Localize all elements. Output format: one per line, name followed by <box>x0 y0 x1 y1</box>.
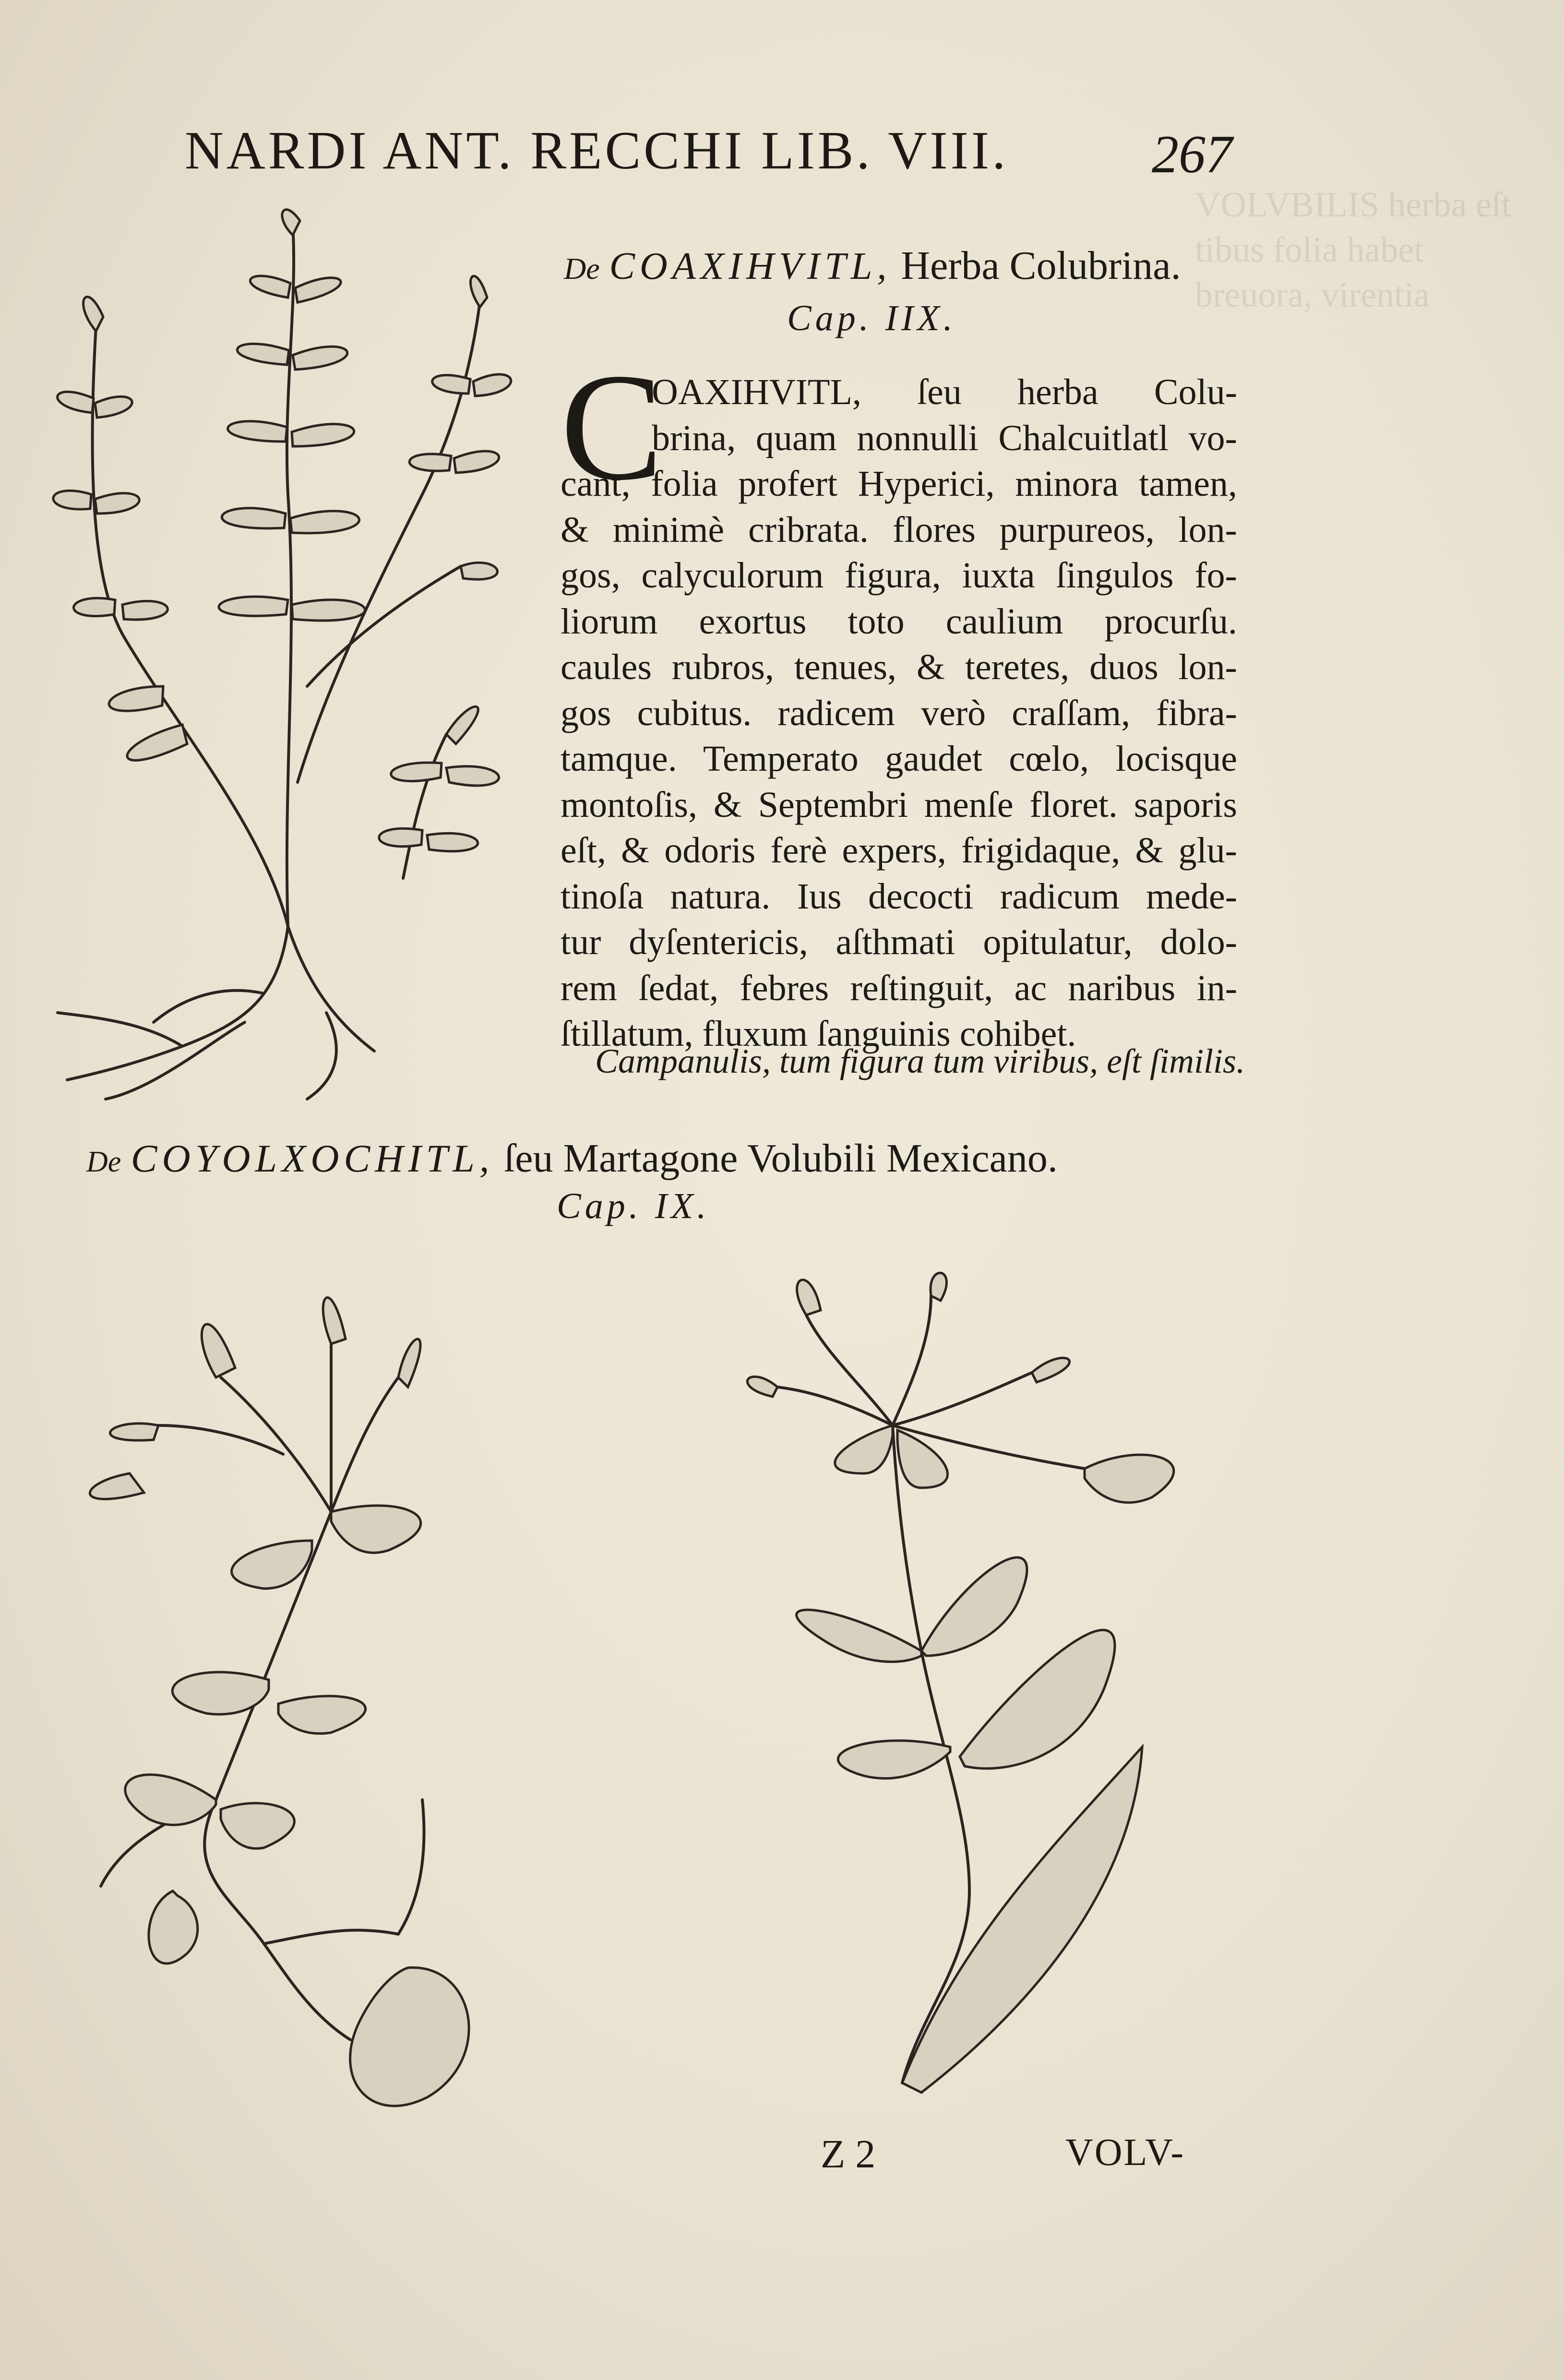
body-line: ſtillatum, fluxum ſanguinis cohibet. <box>561 1014 1076 1054</box>
chapter-8-title <box>564 242 1181 289</box>
body-line: gos, calyculorum figura, iuxta ſingulos fo- <box>561 555 1237 596</box>
body-line: eſt, & odoris ferè expers, frigidaque, & glu- <box>561 830 1237 871</box>
chapter-8-note: Campanulis, tum figura tum viribus, eſt ſimilis. <box>595 1042 1245 1080</box>
page-number: 267 <box>1152 125 1232 184</box>
chapter-8-title-rest: Herba Colubrina. <box>901 243 1181 288</box>
chapter-8-name: COAXIHVITL, <box>609 245 892 287</box>
catchword: VOLV- <box>1065 2131 1185 2174</box>
body-line: cant, folia profert Hyperici, minora tamen, <box>561 464 1237 504</box>
body-line: caules rubros, tenues, & teretes, duos lon- <box>561 647 1237 687</box>
chapter-9-title <box>86 1135 1058 1182</box>
drop-cap: C <box>561 342 663 512</box>
body-line: & minimè cribrata. flores purpureos, lon- <box>561 509 1237 550</box>
signature-mark: Z 2 <box>821 2132 876 2177</box>
running-head: NARDI ANT. RECCHI LIB. VIII. <box>185 121 1009 180</box>
chapter-9-title-rest: ſeu Martagone Volubili Mexicano. <box>503 1136 1058 1181</box>
body-line: tinoſa natura. Ius decocti radicum mede- <box>561 876 1237 917</box>
body-line: rem ſedat, febres reſtinguit, ac naribus in- <box>561 968 1237 1008</box>
body-line: montoſis, & Septembri menſe floret. saporis <box>561 784 1237 825</box>
body-line: tur dyſentericis, aſthmati opitulatur, dolo- <box>561 922 1237 962</box>
coyolxochitl-woodcut <box>62 1272 542 2160</box>
body-line: OAXIHVITL, ſeu herba Colu- <box>652 372 1237 412</box>
show-through-text: VOLVBILIS herba eſt tibus folia habet breuora, virentia <box>1195 185 1512 315</box>
body-line: gos cubitus. radicem verò craſſam, fibra- <box>561 693 1237 733</box>
chapter-8-cap: Cap. IIX. <box>787 298 956 338</box>
chapter-8-body <box>561 370 1237 1057</box>
body-line: liorum exortus toto caulium procurſu. <box>561 601 1237 642</box>
chapter-9-cap: Cap. IX. <box>557 1186 710 1226</box>
body-line: tamque. Temperato gaudet cœlo, locisque <box>561 739 1237 779</box>
chapter-9-prefix: De <box>86 1146 121 1178</box>
volubilis-woodcut <box>720 1267 1224 2141</box>
body-line: brina, quam nonnulli Chalcuitlatl vo- <box>652 418 1237 458</box>
chapter-9-name: COYOLXOCHITL, <box>131 1136 494 1180</box>
coaxihuitl-woodcut <box>38 206 547 1109</box>
chapter-8-prefix: De <box>564 251 600 286</box>
